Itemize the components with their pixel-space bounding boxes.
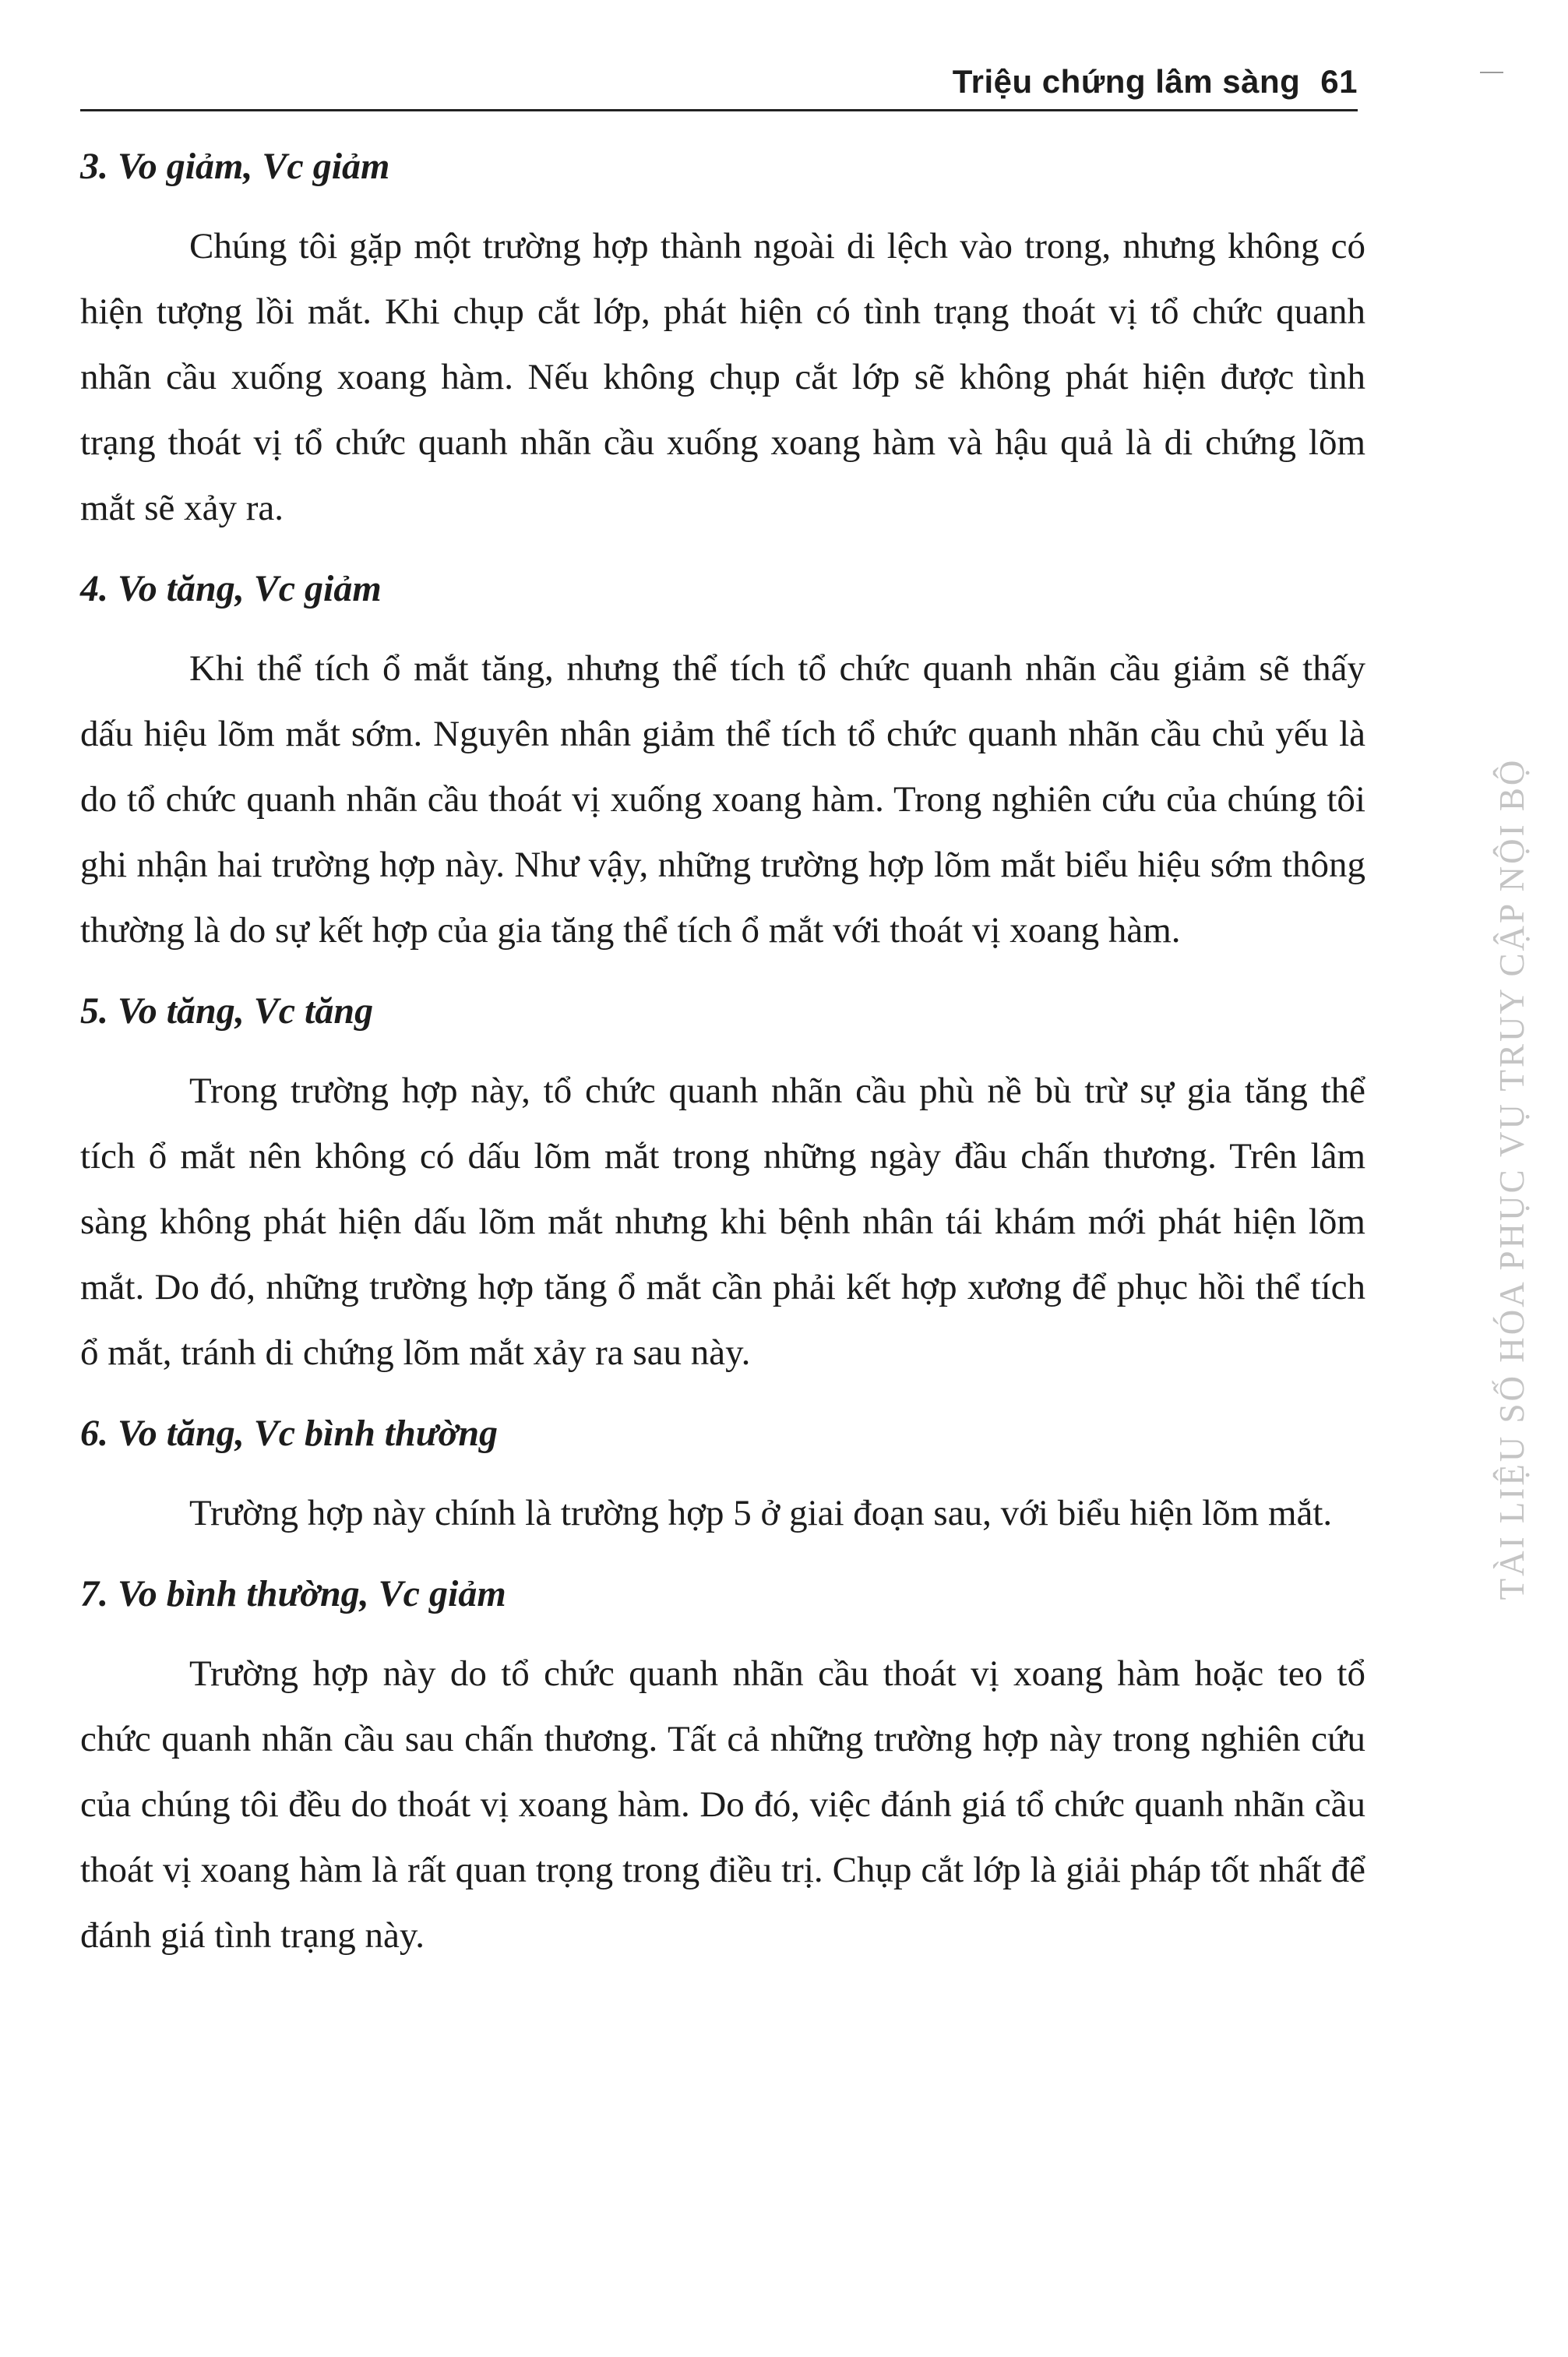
case-section-6: [80, 1401, 1365, 1546]
running-header-title: Triệu chứng lâm sàng: [952, 63, 1301, 100]
case-heading: 4. Vo tăng, Vc giảm: [80, 568, 382, 609]
edge-mark: [1480, 72, 1503, 73]
case-heading: 5. Vo tăng, Vc tăng: [80, 990, 374, 1032]
case-heading: 6. Vo tăng, Vc bình thường: [80, 1413, 499, 1454]
case-heading: 3. Vo giảm, Vc giảm: [80, 146, 390, 187]
case-heading: 7. Vo bình thường, Vc giảm: [80, 1573, 506, 1614]
case-paragraph: Trường hợp này do tổ chức quanh nhãn cầu thoát vị xoang hàm hoặc teo tổ chức quanh nhãn cầu sau chấn thương. Tất cả những trường hợp này trong nghiên cứu của chúng tôi đều do thoát vị xoang hàm. Do đó, việc đánh giá tổ chức quanh nhãn cầu thoát vị xoang hàm là rất quan trọng trong điều trị. Chụp cắt lớp là giải pháp tốt nhất để đánh giá tình trạng này.: [80, 1653, 1365, 1956]
case-section-3: [80, 134, 1365, 541]
watermark-text: TÀI LIỆU SỐ HÓA PHỤC VỤ TRUY CẬP NỘI BỘ: [1492, 757, 1531, 1600]
case-section-7: [80, 1561, 1365, 1968]
page-body: [80, 134, 1365, 1984]
case-paragraph: Chúng tôi gặp một trường hợp thành ngoài di lệch vào trong, nhưng không có hiện tượng lồi mắt. Khi chụp cắt lớp, phát hiện có tình trạng thoát vị tổ chức quanh nhãn cầu xuống xoang hàm. Nếu không chụp cắt lớp sẽ không phát hiện được tình trạng thoát vị tổ chức quanh nhãn cầu xuống xoang hàm và hậu quả là di chứng lõm mắt sẽ xảy ra.: [80, 226, 1365, 528]
case-section-5: [80, 979, 1365, 1385]
case-paragraph: Khi thể tích ổ mắt tăng, nhưng thể tích tổ chức quanh nhãn cầu giảm sẽ thấy dấu hiệu lõm mắt sớm. Nguyên nhân giảm thể tích tổ chức quanh nhãn cầu chủ yếu là do tổ chức quanh nhãn cầu thoát vị xuống xoang hàm. Trong nghiên cứu của chúng tôi ghi nhận hai trường hợp này. Như vậy, những trường hợp lõm mắt biểu hiệu sớm thông thường là do sự kết hợp của gia tăng thể tích ổ mắt với thoát vị xoang hàm.: [80, 648, 1365, 951]
case-paragraph: Trong trường hợp này, tổ chức quanh nhãn cầu phù nề bù trừ sự gia tăng thể tích ổ mắt nên không có dấu lõm mắt trong những ngày đầu chấn thương. Trên lâm sàng không phát hiện dấu lõm mắt nhưng khi bệnh nhân tái khám mới phát hiện lõm mắt. Do đó, những trường hợp tăng ổ mắt cần phải kết hợp xương để phục hồi thể tích ổ mắt, tránh di chứng lõm mắt xảy ra sau này.: [80, 1071, 1365, 1373]
case-paragraph: Trường hợp này chính là trường hợp 5 ở giai đoạn sau, với biểu hiện lõm mắt.: [189, 1493, 1333, 1533]
running-header: [80, 55, 1358, 111]
case-section-4: [80, 556, 1365, 963]
page-number: 61: [1320, 63, 1358, 100]
